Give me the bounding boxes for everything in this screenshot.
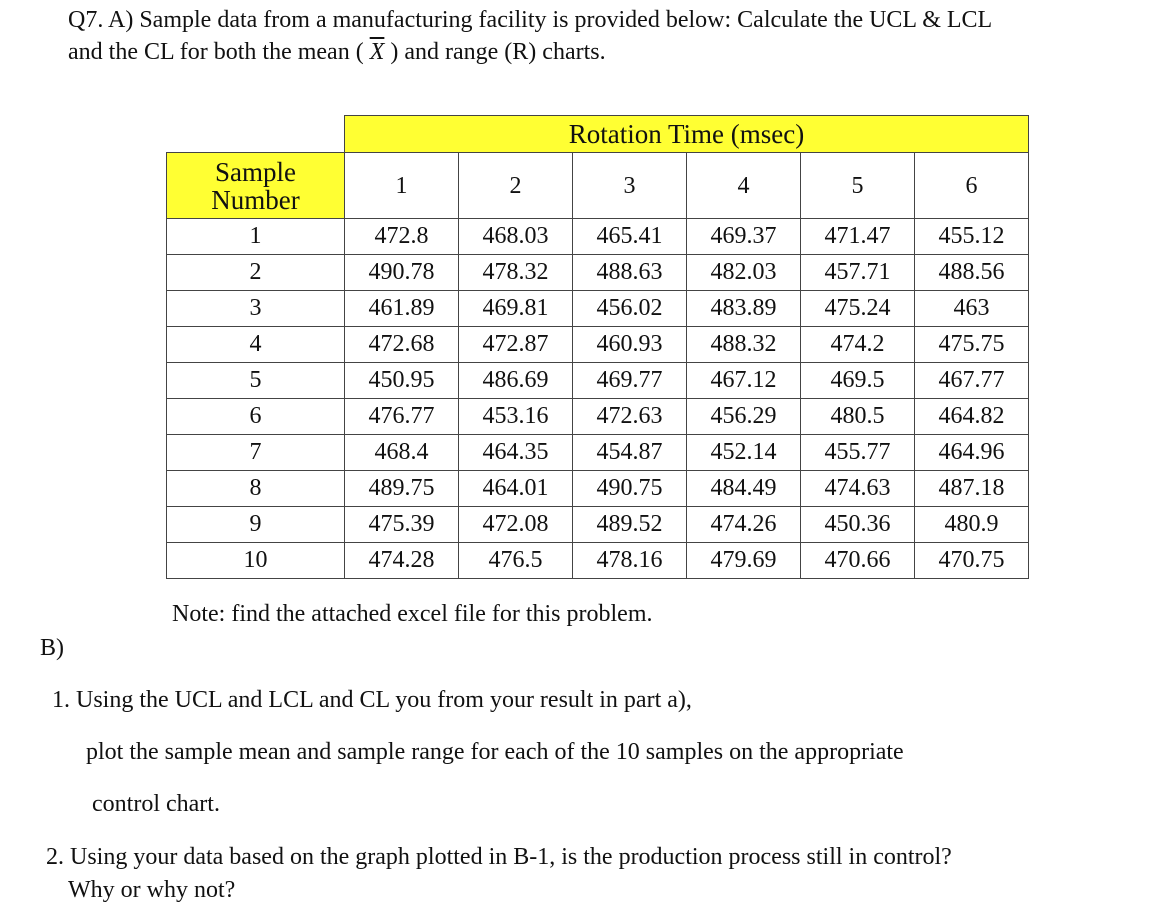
rotation-time-cell: 461.89	[345, 291, 459, 327]
rotation-time-cell: 463	[915, 291, 1029, 327]
column-header: 3	[573, 153, 687, 219]
rotation-time-cell: 484.49	[687, 471, 801, 507]
sample-number-cell: 5	[167, 363, 345, 399]
rotation-time-cell: 452.14	[687, 435, 801, 471]
column-header: 1	[345, 153, 459, 219]
sample-number-cell: 10	[167, 543, 345, 579]
table-row	[167, 255, 1029, 291]
rotation-time-cell: 467.77	[915, 363, 1029, 399]
rotation-time-cell: 476.77	[345, 399, 459, 435]
sample-number-cell: 7	[167, 435, 345, 471]
sample-number-cell: 4	[167, 327, 345, 363]
sample-number-cell: 1	[167, 219, 345, 255]
rotation-time-cell: 474.28	[345, 543, 459, 579]
rotation-time-cell: 489.52	[573, 507, 687, 543]
rotation-time-cell: 489.75	[345, 471, 459, 507]
rotation-time-cell: 474.2	[801, 327, 915, 363]
sample-number-cell: 3	[167, 291, 345, 327]
rotation-time-cell: 471.47	[801, 219, 915, 255]
table-row	[167, 363, 1029, 399]
x-bar-symbol: $\overline{X}$	[369, 39, 385, 65]
question-line-2-pre: and the CL for both the mean (	[68, 39, 370, 65]
rotation-time-cell: 488.63	[573, 255, 687, 291]
column-header: 2	[459, 153, 573, 219]
rotation-time-cell: 464.96	[915, 435, 1029, 471]
table-row	[167, 543, 1029, 579]
rotation-time-cell: 476.5	[459, 543, 573, 579]
rotation-time-cell: 455.77	[801, 435, 915, 471]
rotation-time-cell: 464.82	[915, 399, 1029, 435]
rotation-time-cell: 478.32	[459, 255, 573, 291]
sample-number-cell: 8	[167, 471, 345, 507]
sample-number-cell: 9	[167, 507, 345, 543]
rotation-time-cell: 483.89	[687, 291, 801, 327]
part-b-item-1-line-2: plot the sample mean and sample range for each of the 10 samples on the appropriate	[86, 739, 904, 765]
rotation-time-cell: 475.39	[345, 507, 459, 543]
sample-number-cell: 2	[167, 255, 345, 291]
rotation-time-cell: 454.87	[573, 435, 687, 471]
rotation-time-cell: 486.69	[459, 363, 573, 399]
sample-header-line-2: Number	[211, 184, 300, 215]
rotation-time-cell: 469.5	[801, 363, 915, 399]
rotation-time-cell: 490.75	[573, 471, 687, 507]
rotation-time-cell: 475.75	[915, 327, 1029, 363]
rotation-time-cell: 479.69	[687, 543, 801, 579]
table-header-row	[167, 153, 1029, 219]
rotation-time-cell: 467.12	[687, 363, 801, 399]
column-header: 4	[687, 153, 801, 219]
rotation-time-cell: 464.01	[459, 471, 573, 507]
question-line-2-post: ) and range (R) charts.	[384, 39, 606, 65]
part-b-item-2-line-2: Why or why not?	[68, 877, 236, 903]
rotation-time-cell: 472.68	[345, 327, 459, 363]
table-row	[167, 327, 1029, 363]
rotation-time-table	[166, 115, 1029, 579]
rotation-time-cell: 456.29	[687, 399, 801, 435]
rotation-time-cell: 480.5	[801, 399, 915, 435]
rotation-time-cell: 468.03	[459, 219, 573, 255]
rotation-time-cell: 457.71	[801, 255, 915, 291]
rotation-time-cell: 470.66	[801, 543, 915, 579]
table-row	[167, 507, 1029, 543]
rotation-time-cell: 488.56	[915, 255, 1029, 291]
rotation-time-cell: 468.4	[345, 435, 459, 471]
rotation-time-cell: 472.8	[345, 219, 459, 255]
rotation-time-cell: 450.95	[345, 363, 459, 399]
column-header: 5	[801, 153, 915, 219]
rotation-time-cell: 472.87	[459, 327, 573, 363]
blank-corner	[167, 116, 345, 153]
table-title-row	[167, 116, 1029, 153]
rotation-time-cell: 488.32	[687, 327, 801, 363]
rotation-time-cell: 469.37	[687, 219, 801, 255]
part-b-item-1-line-3: control chart.	[92, 791, 220, 817]
sample-number-header	[167, 153, 345, 219]
table-row	[167, 435, 1029, 471]
sample-header-line-1: Sample	[215, 156, 296, 187]
rotation-time-cell: 478.16	[573, 543, 687, 579]
question-heading	[68, 4, 1148, 68]
column-header: 6	[915, 153, 1029, 219]
rotation-time-cell: 465.41	[573, 219, 687, 255]
rotation-time-cell: 490.78	[345, 255, 459, 291]
table-row	[167, 219, 1029, 255]
rotation-time-cell: 474.26	[687, 507, 801, 543]
table-title: Rotation Time (msec)	[345, 116, 1029, 153]
rotation-time-cell: 475.24	[801, 291, 915, 327]
rotation-time-cell: 469.81	[459, 291, 573, 327]
rotation-time-cell: 480.9	[915, 507, 1029, 543]
table-row	[167, 471, 1029, 507]
sample-number-cell: 6	[167, 399, 345, 435]
question-line-1: Q7. A) Sample data from a manufacturing facility is provided below: Calculate the UCL & LCL	[68, 7, 993, 33]
rotation-time-cell: 487.18	[915, 471, 1029, 507]
rotation-time-cell: 472.63	[573, 399, 687, 435]
table-row	[167, 291, 1029, 327]
rotation-time-cell: 453.16	[459, 399, 573, 435]
part-b-item-1-line-1: 1. Using the UCL and LCL and CL you from your result in part a),	[52, 687, 692, 713]
part-b-item-2-line-1: 2. Using your data based on the graph plotted in B-1, is the production process still in control?	[46, 844, 952, 870]
rotation-time-cell: 455.12	[915, 219, 1029, 255]
rotation-time-cell: 472.08	[459, 507, 573, 543]
rotation-time-cell: 464.35	[459, 435, 573, 471]
rotation-time-cell: 460.93	[573, 327, 687, 363]
table-row	[167, 399, 1029, 435]
rotation-time-cell: 474.63	[801, 471, 915, 507]
part-b-label: B)	[40, 635, 64, 661]
question-line-2	[68, 36, 1148, 68]
rotation-time-cell: 470.75	[915, 543, 1029, 579]
rotation-time-cell: 469.77	[573, 363, 687, 399]
rotation-time-cell: 482.03	[687, 255, 801, 291]
excel-note: Note: find the attached excel file for this problem.	[172, 601, 653, 627]
rotation-time-cell: 456.02	[573, 291, 687, 327]
rotation-time-cell: 450.36	[801, 507, 915, 543]
